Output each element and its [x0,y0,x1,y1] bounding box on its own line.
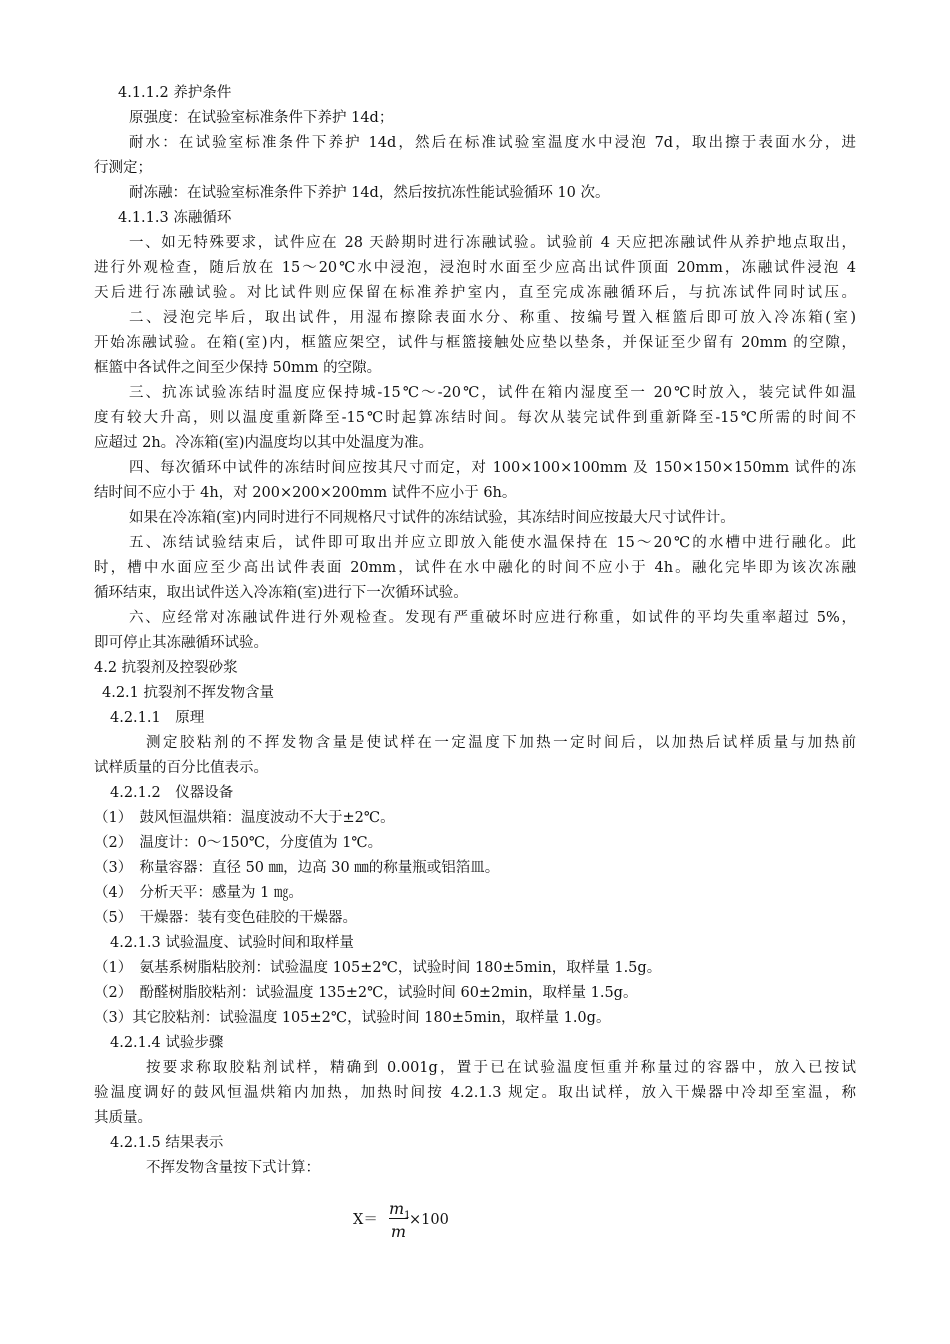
formula-rhs: ×100 [409,1212,449,1228]
text-line: 4.1.1.3 冻融循环 [118,210,232,226]
text-line: 即可停止其冻融循环试验。 [94,635,268,651]
text-line: 测定胶粘剂的不挥发物含量是使试样在一定温度下加热一定时间后，以加热后试样质量与加热前 [146,735,856,751]
text-line: 三、抗冻试验冻结时温度应保持城-15℃～-20℃，试件在箱内湿度至一 20℃时放入，装完试件如温 [129,385,856,401]
text-line: （3）其它胶粘剂：试验温度 105±2℃，试验时间 180±5min，取样量 1.0g。 [94,1010,611,1026]
text-line: 开始冻融试验。在箱(室)内，框篮应架空，试件与框篮接触处应垫以垫条，并保证至少留有 20mm 的空隙， [94,335,856,351]
text-line: 四、每次循环中试件的冻结时间应按其尺寸而定，对 100×100×100mm 及 150×150×150mm 试件的冻 [129,460,856,476]
text-line: 4.2.1.3 试验温度、试验时间和取样量 [110,935,354,951]
text-line: 4.2.1.4 试验步骤 [110,1035,224,1051]
text-line: 度有较大升高，则以温度重新降至-15℃时起算冻结时间。每次从装完试件到重新降至-15℃所需的时间不 [94,410,856,426]
text-line: （2） 酚醛树脂胶粘剂：试验温度 135±2℃，试验时间 60±2min，取样量 1.5g。 [94,985,638,1001]
text-line: （3） 称量容器：直径 50 ㎜，边高 30 ㎜的称量瓶或铝箔皿。 [94,860,500,876]
text-line: 应超过 2h。冷冻箱(室)内温度均以其中处温度为准。 [94,435,433,451]
text-line: （1） 氨基系树脂粘胶剂：试验温度 105±2℃，试验时间 180±5min，取样量 1.5g。 [94,960,662,976]
text-line: 进行外观检查，随后放在 15～20℃水中浸泡，浸泡时水面至少应高出试件顶面 20mm，冻融试件浸泡 4 [94,260,856,276]
text-line: 4.2 抗裂剂及控裂砂浆 [94,660,238,676]
text-line: 框篮中各试件之间至少保持 50mm 的空隙。 [94,360,382,376]
text-line: 耐水：在试验室标准条件下养护 14d，然后在标准试验室温度水中浸泡 7d，取出擦于表面水分，进 [129,135,856,151]
text-line: （4） 分析天平：感量为 1 ㎎。 [94,885,303,901]
text-line: 天后进行冻融试验。对比试件则应保留在标准养护室内，直至完成冻融循环后，与抗冻试件同时试压。 [94,285,856,301]
text-line: 试样质量的百分比值表示。 [94,760,268,776]
text-line: 二、浸泡完毕后，取出试件，用湿布擦除表面水分、称重、按编号置入框篮后即可放入冷冻箱(室) [129,310,856,326]
formula-numerator: $m_1$ [389,1199,411,1222]
text-line: 4.2.1.5 结果表示 [110,1135,224,1151]
text-line: 4.2.1.2 仪器设备 [110,785,234,801]
text-line: （2） 温度计：0～150℃，分度值为 1℃。 [94,835,383,851]
text-line: 循环结束，取出试件送入冷冻箱(室)进行下一次循环试验。 [94,585,468,601]
text-line: 行测定； [94,160,152,176]
text-line: 4.1.1.2 养护条件 [118,85,232,101]
text-line: 一、如无特殊要求，试件应在 28 天龄期时进行冻融试验。试验前 4 天应把冻融试件从养护地点取出， [129,235,856,251]
text-line: 如果在冷冻箱(室)内同时进行不同规格尺寸试件的冻结试验，其冻结时间应按最大尺寸试件计。 [129,510,735,526]
text-line: 六、应经常对冻融试件进行外观检查。发现有严重破坏时应进行称重，如试件的平均失重率超过 5%， [129,610,856,626]
text-line: 其质量。 [94,1110,152,1126]
text-line: 耐冻融：在试验室标准条件下养护 14d，然后按抗冻性能试验循环 10 次。 [129,185,610,201]
text-line: 结时间不应小于 4h，对 200×200×200mm 试件不应小于 6h。 [94,485,517,501]
text-line: 五、冻结试验结束后，试件即可取出并应立即放入能使水温保持在 15～20℃的水槽中进行融化。此 [129,535,856,551]
text-line: 原强度：在试验室标准条件下养护 14d； [129,110,394,126]
text-line: 验温度调好的鼓风恒温烘箱内加热，加热时间按 4.2.1.3 规定。取出试样，放入干燥器中冷却至室温，称 [94,1085,856,1101]
text-line: 时，槽中水面应至少高出试件表面 20mm，试件在水中融化的时间不应小于 4h。融化完毕即为该次冻融 [94,560,856,576]
text-line: 4.2.1.1 原理 [110,710,205,726]
formula-lhs: X＝ [353,1212,378,1228]
text-line: （5） 干燥器：装有变色硅胶的干燥器。 [94,910,357,926]
text-line: 4.2.1 抗裂剂不挥发物含量 [102,685,275,701]
text-line: 不挥发物含量按下式计算： [146,1160,320,1176]
formula-nonvolatile-content [353,1198,473,1242]
text-line: （1） 鼓风恒温烘箱：温度波动不大于±2℃。 [94,810,395,826]
formula-denominator: m [390,1222,407,1241]
text-line: 按要求称取胶粘剂试样，精确到 0.001g，置于已在试验温度恒重并称量过的容器中，放入已按试 [146,1060,856,1076]
